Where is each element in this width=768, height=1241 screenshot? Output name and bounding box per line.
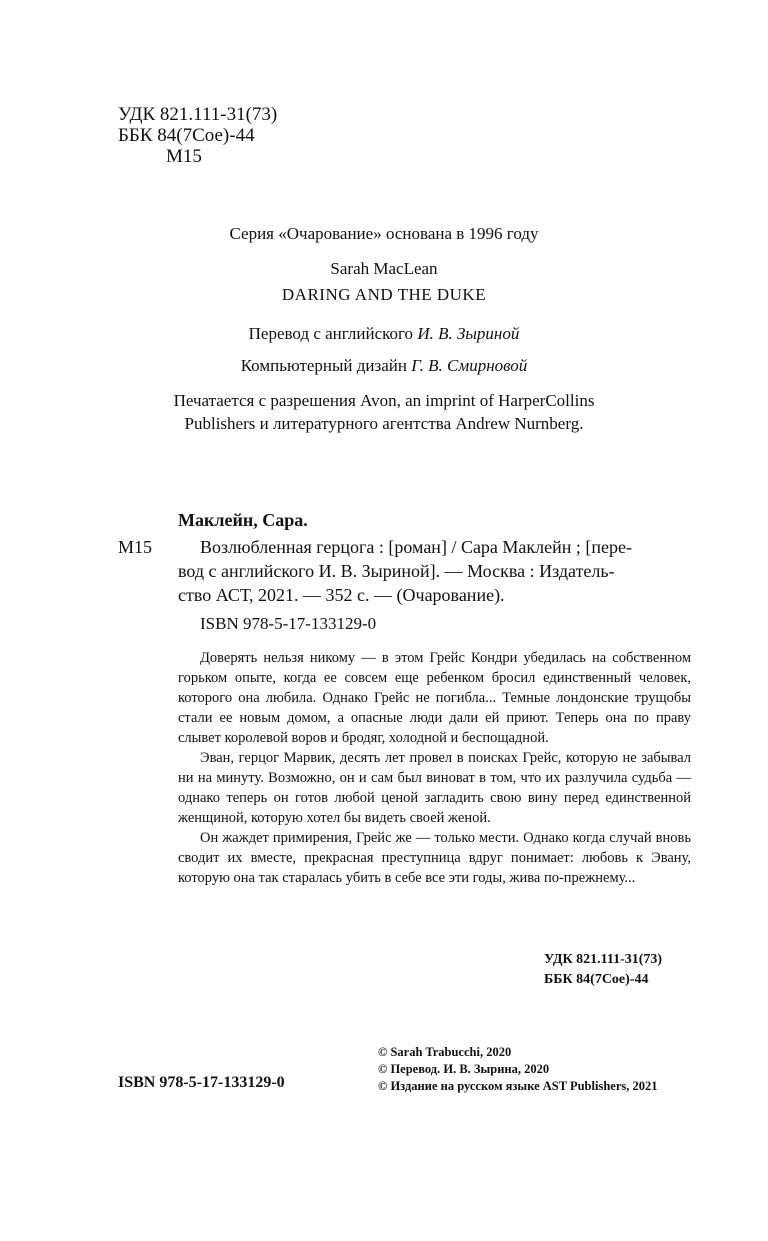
annotation-paragraph-2: Эван, герцог Марвик, десять лет провел в поисках Грейс, которую не забывал ни на минуту. Возможно, он и сам был виноват в том, что их разлучила судьба — однако теперь он готов любой ценой загладить свою вину перед единственной женщиной, которую хотел бы видеть своей женой. xyxy=(178,750,691,826)
permission-line-1: Печатается с разрешения Avon, an imprint of HarperCollins xyxy=(173,391,595,410)
copyright-block xyxy=(378,1044,658,1095)
original-title: DARING AND THE DUKE xyxy=(281,285,487,304)
translator-credit xyxy=(0,324,768,344)
annotation-paragraph-1: Доверять нельзя никому — в этом Грейс Кондри убедилась на собственном горьком опыте, когда ее совсем еще ребенком бросил единственный человек, которого она любила. Однако Грейс не погибла... Темные лондонские трущобы стали ее новым домом, а опасные люди дали ей приют. Теперь она по праву слывет королевой воров и бродяг, холодной и беспощадной. xyxy=(178,650,691,746)
series-note: Серия «Очарование» основана в 1996 году xyxy=(229,224,539,243)
bbk-code: ББК 84(7Сое)-44 xyxy=(118,125,255,146)
translator-name: И. В. Зыриной xyxy=(417,324,520,343)
classification-codes-bold xyxy=(544,950,662,990)
designer-credit xyxy=(0,356,768,376)
udk-code-bold: УДК 821.111-31(73) xyxy=(544,952,663,967)
permission-line-2: Publishers и литературного агентства Andrew Nurnberg. xyxy=(184,414,584,433)
biblio-line-2: вод с английского И. В. Зыриной]. — Москва : Издатель- xyxy=(178,561,615,581)
biblio-line-1: Возлюбленная герцога : [роман] / Сара Маклейн ; [пере- xyxy=(200,537,632,557)
isbn-bold: ISBN 978-5-17-133129-0 xyxy=(118,1074,285,1091)
copyright-author: © Sarah Trabucchi, 2020 xyxy=(378,1045,512,1059)
biblio-isbn: ISBN 978-5-17-133129-0 xyxy=(200,614,377,633)
original-author: Sarah MacLean xyxy=(330,259,438,278)
bbk-code-bold: ББК 84(7Сое)-44 xyxy=(544,972,649,987)
udk-code: УДК 821.111-31(73) xyxy=(118,104,278,125)
copyright-translation: © Перевод. И. В. Зырина, 2020 xyxy=(378,1062,550,1076)
designer-name: Г. В. Смирновой xyxy=(411,356,528,375)
copyright-edition: © Издание на русском языке AST Publishers, 2021 xyxy=(378,1079,658,1093)
author-mark: М15 xyxy=(166,146,202,167)
annotation-paragraph-3: Он жаждет примирения, Грейс же — только мести. Однако когда случай вновь сводит их вместе, прекрасная преступница вдруг понимает: любовь к Эвану, которую она так старалась убить в себе все эти годы, жива по-прежнему... xyxy=(178,830,691,886)
classification-codes xyxy=(118,104,277,167)
permission-note xyxy=(0,389,768,435)
annotation xyxy=(178,648,691,888)
biblio-line-3: ство АСТ, 2021. — 352 с. — (Очарование). xyxy=(178,585,505,605)
biblio-description xyxy=(178,535,690,607)
biblio-code: М15 xyxy=(118,537,153,557)
biblio-author: Маклейн, Сара. xyxy=(178,510,308,530)
designer-label: Компьютерный дизайн xyxy=(240,356,412,375)
translator-label: Перевод с английского xyxy=(248,324,418,343)
